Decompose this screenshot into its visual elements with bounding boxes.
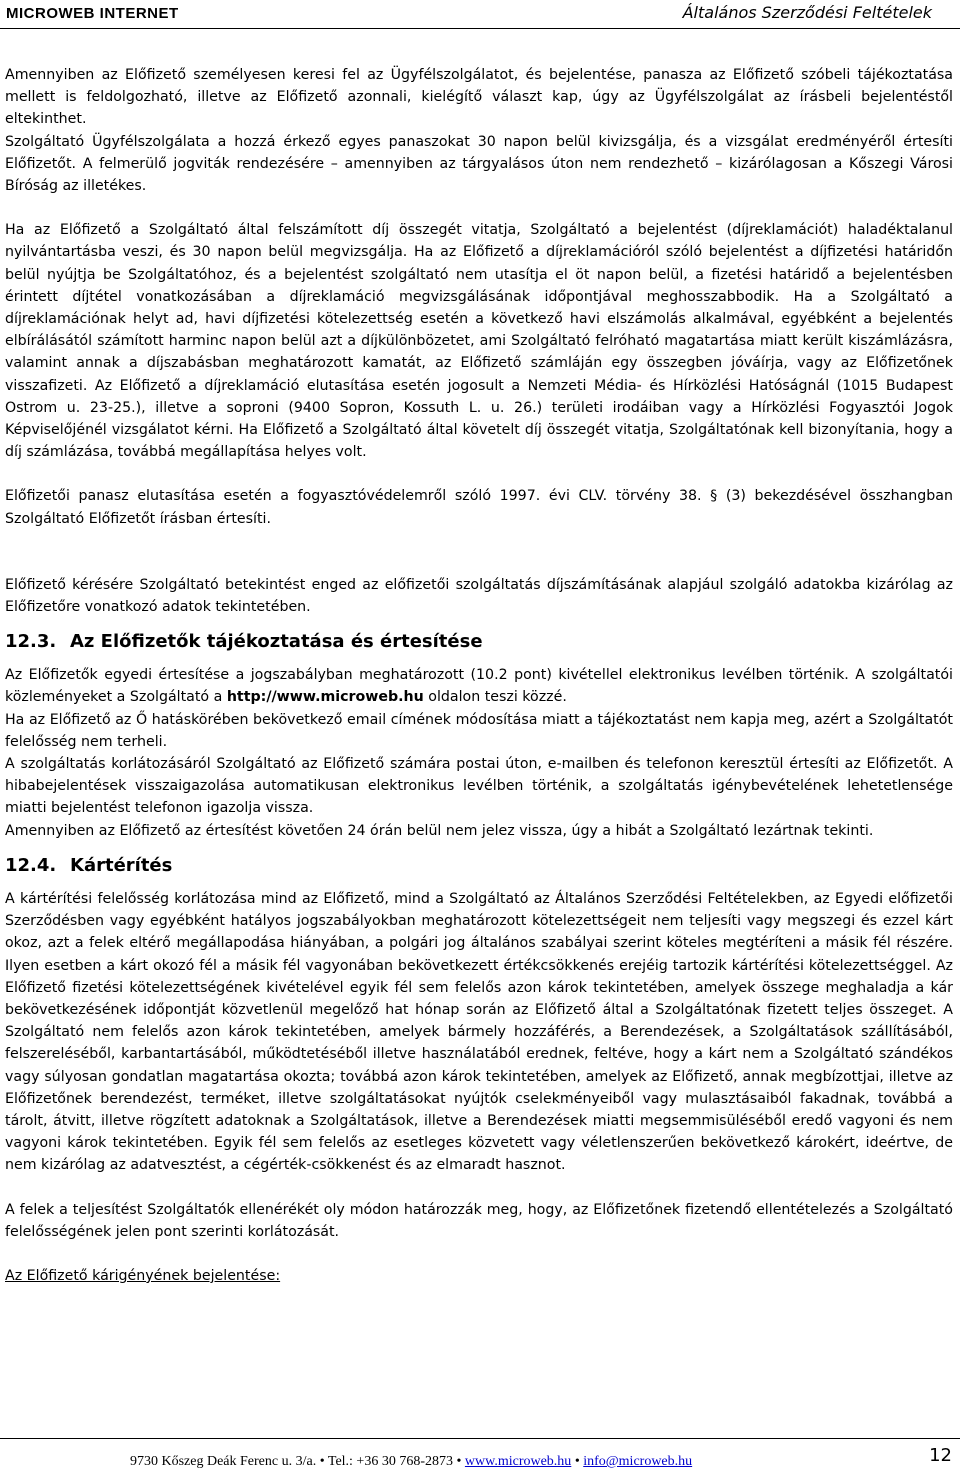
footer-email-link[interactable]: info@microweb.hu (583, 1454, 693, 1469)
page-header (0, 0, 960, 29)
paragraph: Ha az Előfizető az Ő hatáskörében bekövetkező email címének módosítása miatt a tájékoztatást nem kapja meg, azért a Szolgáltatót felelősség nem terheli. (5, 711, 953, 750)
footer-separator: • (571, 1454, 584, 1469)
section-title: Kártérítés (70, 854, 173, 876)
paragraph: Amennyiben az Előfizető az értesítést követően 24 órán belül nem jelez vissza, úgy a hibát a Szolgáltató lezártnak tekinti. (5, 822, 874, 839)
section-number: 12.4. (5, 854, 57, 876)
paragraph: A kártérítési felelősség korlátozása mind az Előfizető, mind a Szolgáltató az Általános Szerződési Feltételekben, az Egyedi előfizetői Szerződésben vagy egyébként hatályos jogszabályokban meghatározott kötelezettségeit nem teljesíti vagy megszegi és ezzel kárt okoz, azt a felek eltérő megállapodása hiányában, a polgári jog általános szabályai szerint köteles megtéríteni a másik fél részére. Ilyen esetben a kárt okozó fél a másik fél vagyonában bekövetkezett értékcsökkenés erejéig tartozik kártérítési kötelezettséggel. Az Előfizető fizetési kötelezettségének kivételével egyik fél sem felelős azon károk tekintetében, amelyek összege meghaladja a kár bekövetkezésének időpontját közvetlenül megelőző hat hónap során az Előfizető által a Szolgáltatónak fizetett teljes összeget. A Szolgáltató nem felelős azon károk tekintetében, amelyek bármely hozzáférés, a Berendezések, a Szolgáltatások szállításából, felszereléséből, karbantartásából, működtetéséből illetve használatából erednek, feltéve, hogy a kárt nem a Szolgáltató szándékos vagy súlyosan gondatlan magatartása okozta; továbbá azon károk tekintetében, amelyek az Előfizető, annak megbízottjai, illetve az Előfizetőnek berendezést, terméket, illetve szolgáltatásokat nyújtók cselekményeiből vagy mulasztásaiból fakadnak, továbbá a tárolt, átvitt, illetve rögzített adatoknak a Szolgáltatások, illetve a Berendezések miatti megsemmisüléséből eredő vagyoni és nem vagyoni károk tekintetében. Egyik fél sem felelős az esetleges közvetett vagy véletlenszerűen bekövetkező károkért, ideértve, de nem kizárólag az adatvesztést, a cégérték-csökkenést és az elmaradt hasznot. (5, 890, 953, 1174)
document-body (5, 64, 953, 1287)
website-url[interactable]: http://www.microweb.hu (226, 689, 424, 706)
paragraph: Előfizető kérésére Szolgáltató betekintést enged az előfizetői szolgáltatás díjszámításának alapjául szolgáló adatokba kizárólag az Előfizetőre vonatkozó adatok tekintetében. (5, 576, 953, 616)
paragraph (5, 664, 953, 708)
document-title: Általános Szerződési Feltételek (682, 3, 932, 22)
paragraph-text: Az Előfizetők egyedi értesítése a jogszabályban meghatározott (10.2 pont) kivétellel elektronikus levélben történik. A szolgáltatói közleményeket a Szolgáltató a (5, 667, 953, 706)
section-number: 12.3. (5, 631, 57, 653)
page-footer (0, 1438, 960, 1473)
paragraph-text: oldalon teszi közzé. (423, 689, 567, 706)
paragraph: Ha az Előfizető a Szolgáltató által felszámított díj összegét vitatja, Szolgáltató a bejelentést (díjreklamációt) haladéktalanul nyilvántartásba veszi, és 30 napon belül megvizsgálja. Ha az Előfizető a díjreklamációról szóló bejelentést a díjfizetési határidőn belül nyújtja be Szolgáltatóhoz, és a bejelentést szolgáltató nem utasítja el öt napon belül, a fizetési határidő a bejelentésben érintett díjtétel vonatkozásában a díjreklamáció megvizsgálásának időpontjával meghosszabbodik. Ha a Szolgáltató a díjreklamációnak helyt ad, havi díjfizetési kötelezettség esetén a következő havi elszámolás alkalmával, egyébként a bejelentés elbírálásától számított harminc napon belül azt a díjkülönbözetet, ami Szolgáltató felróható magatartása miatt került kiszámlázásra, valamint annak a díjszabásban meghatározott kamatát, az Előfizető számláján egy összegben jóváírja, vagy az Előfizetőnek visszafizeti. Az Előfizető a díjreklamáció elutasítása esetén jogosult a Nemzeti Média- és Hírközlési Hatóságnál (1015 Budapest Ostrom u. 23-25.), illetve a soproni (9400 Sopron, Kossuth L. u. 26.) területi irodáiban vagy a Hírközlési Fogyasztói Jogok Képviselőjénél vizsgálatot kérni. Ha Előfizető a Szolgáltató által követelt díj összegét vitatja, Szolgáltatónak kell bizonyítania, hogy a díj számlázása, továbbá megállapítása helyes volt. (5, 222, 953, 461)
section-title: Az Előfizetők tájékoztatása és értesítése (70, 631, 483, 653)
section-heading-12-4 (5, 854, 953, 878)
footer-address: 9730 Kőszeg Deák Ferenc u. 3/a. • Tel.: +36 30 768-2873 • (130, 1454, 465, 1469)
paragraph: A felek a teljesítést Szolgáltatók ellenérékét oly módon határozzák meg, hogy, az Előfizetőnek fizetendő ellentételezés a Szolgáltató felelősségének jelen pont szerinti korlátozását. (5, 1201, 953, 1240)
footer-contact (130, 1454, 692, 1470)
footer-website-link[interactable]: www.microweb.hu (464, 1454, 572, 1469)
section-heading-12-3 (5, 630, 953, 654)
subheading-claims: Az Előfizető kárigényének bejelentése: (5, 1267, 281, 1284)
page-number: 12 (929, 1445, 952, 1466)
paragraph: Szolgáltató Ügyfélszolgálata a hozzá érkező egyes panaszokat 30 napon belül kivizsgálja, és a vizsgálat eredményéről értesíti Előfizetőt. A felmerülő jogviták rendezésére – amennyiben az tárgyalásos úton nem rendezhető – kizárólagosan a Kőszegi Városi Bíróság az illetékes. (5, 133, 953, 195)
paragraph: A szolgáltatás korlátozásáról Szolgáltató az Előfizető számára postai úton, e-mailben és telefonon keresztül értesíti az Előfizetőt. A hibabejelentések visszaigazolása automatikusan elektronikus levélben történik, a szolgáltatás igénybevételének lehetetlensége miatti bejelentést telefonon igazolja vissza. (5, 756, 953, 817)
paragraph: Amennyiben az Előfizető személyesen keresi fel az Ügyfélszolgálatot, és bejelentése, panasza az Előfizető szóbeli tájékoztatása mellett is feldolgozható, illetve az Előfizető azonnali, kielégítő választ kap, úgy az Ügyfélszolgálat az írásbeli bejelentéstől eltekinthet. (5, 67, 953, 128)
paragraph: Előfizetői panasz elutasítása esetén a fogyasztóvédelemről szóló 1997. évi CLV. törvény 38. § (3) bekezdésével összhangban Szolgáltató Előfizetőt írásban értesíti. (5, 488, 953, 527)
brand-name: MICROWEB INTERNET (6, 5, 179, 22)
